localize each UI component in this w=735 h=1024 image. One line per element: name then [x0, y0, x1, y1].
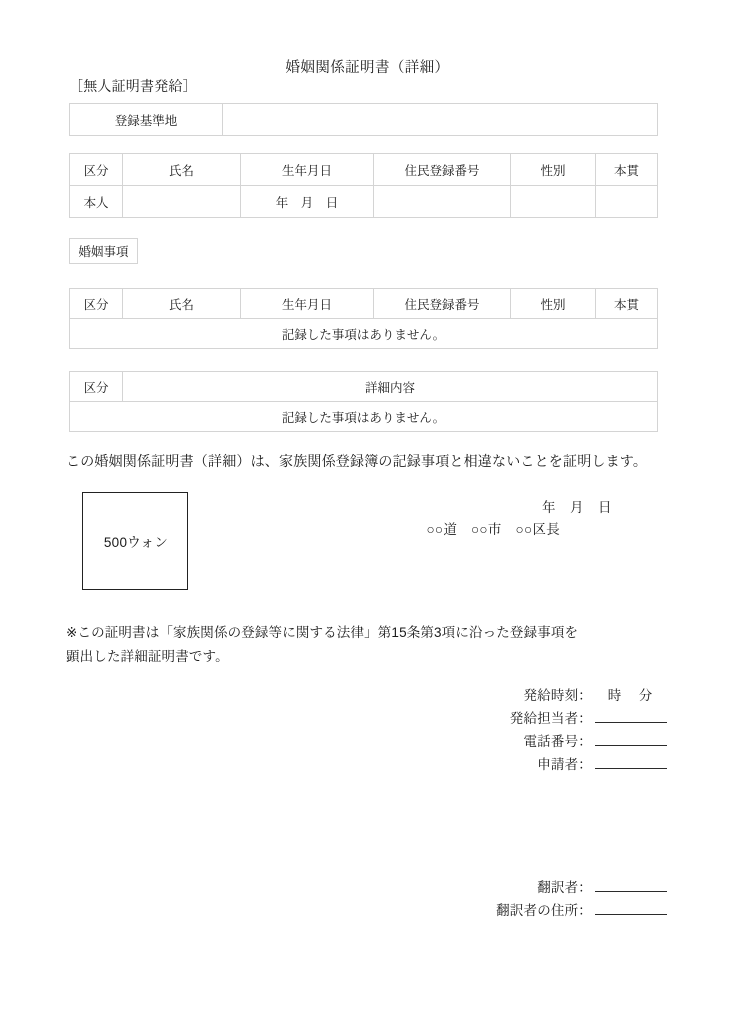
field-blank-applicant[interactable]: [595, 754, 667, 769]
person-table: [69, 153, 658, 218]
registration-base-label: 登録基準地: [70, 104, 223, 136]
registration-base-value: [223, 104, 658, 136]
marriage-matters-table: [69, 288, 658, 349]
field-blank-phone-number[interactable]: [595, 731, 667, 746]
legal-note-line-1: ※この証明書は「家族関係の登録等に関する法律」第15条第3項に沿った登録事項を: [66, 625, 579, 640]
table-empty-row: [70, 402, 658, 432]
column-header-name: 氏名: [123, 154, 241, 186]
cell-birth-date: 年 月 日: [241, 186, 374, 218]
registration-base-table: [69, 103, 658, 136]
column-header-resident-number: 住民登録番号: [374, 154, 511, 186]
issuance-type-label: ［無人証明書発給］: [69, 78, 197, 94]
column-header-birth-date: 生年月日: [241, 289, 374, 319]
field-row-phone-number: [510, 730, 667, 753]
field-colon: ：: [578, 880, 592, 895]
field-row-translator: [496, 876, 667, 899]
detail-empty-message: 記録した事項はありません。: [70, 402, 658, 432]
field-blank-translator[interactable]: [595, 877, 667, 892]
field-label-applicant: 申請者: [537, 757, 579, 772]
field-row-translator-address: [496, 899, 667, 922]
field-label-translator: 翻訳者: [537, 880, 579, 895]
field-colon: ：: [578, 688, 592, 703]
legal-note: [66, 621, 578, 669]
detail-content-table: [69, 371, 658, 432]
field-colon: ：: [578, 734, 592, 749]
issue-info-fields: [510, 684, 667, 776]
field-row-issue-officer: [510, 707, 667, 730]
column-header-name: 氏名: [123, 289, 241, 319]
table-row: [70, 104, 658, 136]
field-colon: ：: [578, 903, 592, 918]
table-header-row: [70, 289, 658, 319]
field-label-issue-time: 発給時刻: [523, 688, 579, 703]
column-header-resident-number: 住民登録番号: [374, 289, 511, 319]
legal-note-line-2: 顕出した詳細証明書です。: [66, 649, 229, 664]
marriage-section-chip: 婚姻事項: [69, 238, 138, 264]
marriage-empty-message: 記録した事項はありません。: [70, 319, 658, 349]
column-header-category: 区分: [70, 289, 123, 319]
column-header-origin: 本貫: [596, 289, 658, 319]
stamp-amount-label: 500ウォン: [103, 535, 169, 550]
issue-date-line: 年 月 日: [542, 500, 612, 515]
cell-gender: [511, 186, 596, 218]
field-colon: ：: [578, 711, 592, 726]
translator-info-fields: [496, 876, 667, 922]
field-label-translator-address: 翻訳者の住所: [496, 903, 579, 918]
column-header-gender: 性別: [511, 289, 596, 319]
field-blank-issue-officer[interactable]: [595, 708, 667, 723]
table-header-row: [70, 154, 658, 186]
issuing-authority-line: ○○道 ○○市 ○○区長: [426, 522, 560, 537]
table-empty-row: [70, 319, 658, 349]
cell-name: [123, 186, 241, 218]
page-title: 婚姻関係証明書（詳細）: [285, 60, 450, 76]
column-header-birth-date: 生年月日: [241, 154, 374, 186]
field-value-issue-time: 時 分: [607, 688, 655, 703]
table-header-row: [70, 372, 658, 402]
cell-resident-number: [374, 186, 511, 218]
certification-statement: この婚姻関係証明書（詳細）は、家族関係登録簿の記録事項と相違ないことを証明します。: [66, 453, 648, 469]
cell-category: 本人: [70, 186, 123, 218]
column-header-category: 区分: [70, 154, 123, 186]
column-header-category: 区分: [70, 372, 123, 402]
column-header-detail: 詳細内容: [123, 372, 658, 402]
revenue-stamp-box: [82, 492, 188, 590]
field-colon: ：: [578, 757, 592, 772]
table-row: [70, 186, 658, 218]
cell-origin: [596, 186, 658, 218]
column-header-origin: 本貫: [596, 154, 658, 186]
field-row-issue-time: [510, 684, 667, 707]
field-label-issue-officer: 発給担当者: [509, 711, 579, 726]
column-header-gender: 性別: [511, 154, 596, 186]
field-blank-translator-address[interactable]: [595, 900, 667, 915]
field-label-phone-number: 電話番号: [523, 734, 579, 749]
field-row-applicant: [510, 753, 667, 776]
